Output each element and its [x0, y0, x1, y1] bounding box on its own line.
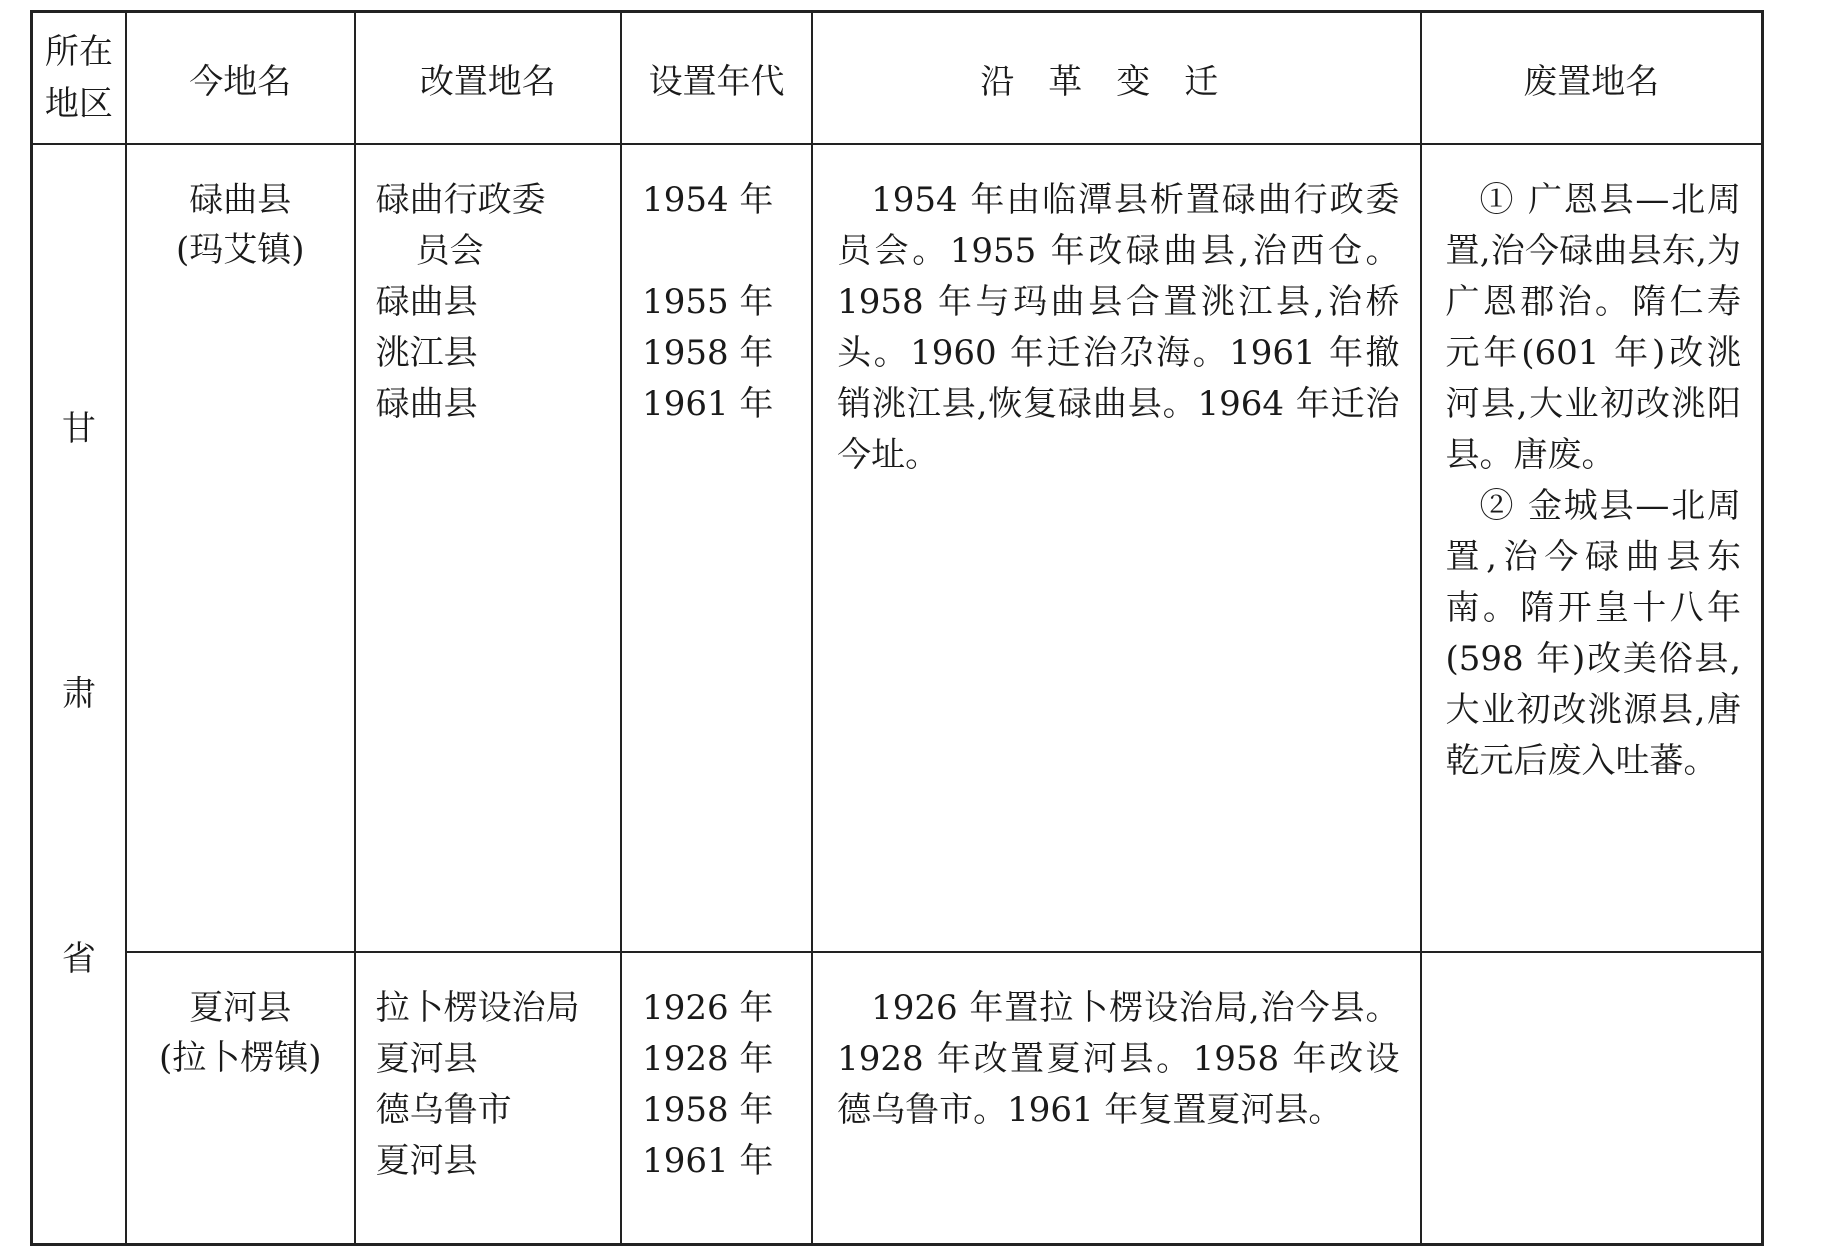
history-text: 1954 年由临潭县析置碌曲行政委员会。1955 年改碌曲县,治西仓。1958 年与玛曲县合置洮江县,治桥头。1960 年迁治尕海。1961 年撤销洮江县,恢复碌曲县。1964 年迁治今址。: [837, 180, 1400, 475]
years-cell: [621, 952, 812, 1245]
header-row: [32, 12, 1763, 145]
header-history: 沿革变迁: [812, 12, 1420, 145]
history-cell: [812, 144, 1420, 952]
year: 1955 年: [642, 282, 774, 322]
header-current-name: 今地名: [126, 12, 355, 145]
history-text: 1926 年置拉卜楞设治局,治今县。1928 年改置夏河县。1958 年改设德乌鲁市。1961 年复置夏河县。: [837, 988, 1400, 1130]
changed-name: 拉卜楞设治局: [375, 988, 580, 1028]
region-char: 省: [61, 938, 96, 979]
changed-name: 碌曲县: [375, 282, 478, 322]
year: 1954 年: [642, 180, 774, 220]
changed-name: 夏河县: [375, 1039, 478, 1079]
region-cell: [32, 144, 126, 1245]
year: 1926 年: [642, 988, 774, 1028]
changed-name: 夏河县: [375, 1141, 478, 1181]
changed-names-cell: [355, 952, 621, 1245]
changed-name: 碌曲行政委: [375, 180, 546, 220]
year: 1928 年: [642, 1039, 774, 1079]
abolished-entry: ② 金城县—北周置,治今碌曲县东南。隋开皇十八年(598 年)改美俗县,大业初改洮源县,唐乾元后废入吐蕃。: [1445, 486, 1741, 781]
changed-name: 碌曲县: [375, 384, 478, 424]
changed-name: 德乌鲁市: [375, 1090, 512, 1130]
header-abolished: 废置地名: [1421, 12, 1763, 145]
current-seat: (玛艾镇): [175, 230, 305, 270]
year: 1961 年: [642, 384, 774, 424]
current-name-cell: [126, 952, 355, 1245]
administrative-history-table: [30, 10, 1764, 1246]
current-name-cell: [126, 144, 355, 952]
region-char: 肃: [61, 673, 96, 714]
year: 1958 年: [642, 333, 774, 373]
year: 1958 年: [642, 1090, 774, 1130]
header-region: 所在 地区: [32, 12, 126, 145]
changed-name: 洮江县: [375, 333, 478, 373]
table-row: [32, 952, 1763, 1245]
changed-names-cell: [355, 144, 621, 952]
header-year: 设置年代: [621, 12, 812, 145]
year: 1961 年: [642, 1141, 774, 1181]
current-name: 碌曲县: [189, 180, 292, 220]
table-row: [32, 144, 1763, 952]
region-char: 甘: [61, 408, 96, 449]
changed-name: 员会: [415, 231, 484, 271]
history-cell: [812, 952, 1420, 1245]
abolished-entry: ① 广恩县—北周置,治今碌曲县东,为广恩郡治。隋仁寿元年(601 年)改洮河县,大业初改洮阳县。唐废。: [1445, 180, 1741, 475]
header-changed-name: 改置地名: [355, 12, 621, 145]
current-seat: (拉卜楞镇): [158, 1038, 322, 1078]
abolished-cell: [1421, 144, 1763, 952]
years-cell: [621, 144, 812, 952]
current-name: 夏河县: [189, 988, 292, 1028]
abolished-cell: [1421, 952, 1763, 1245]
